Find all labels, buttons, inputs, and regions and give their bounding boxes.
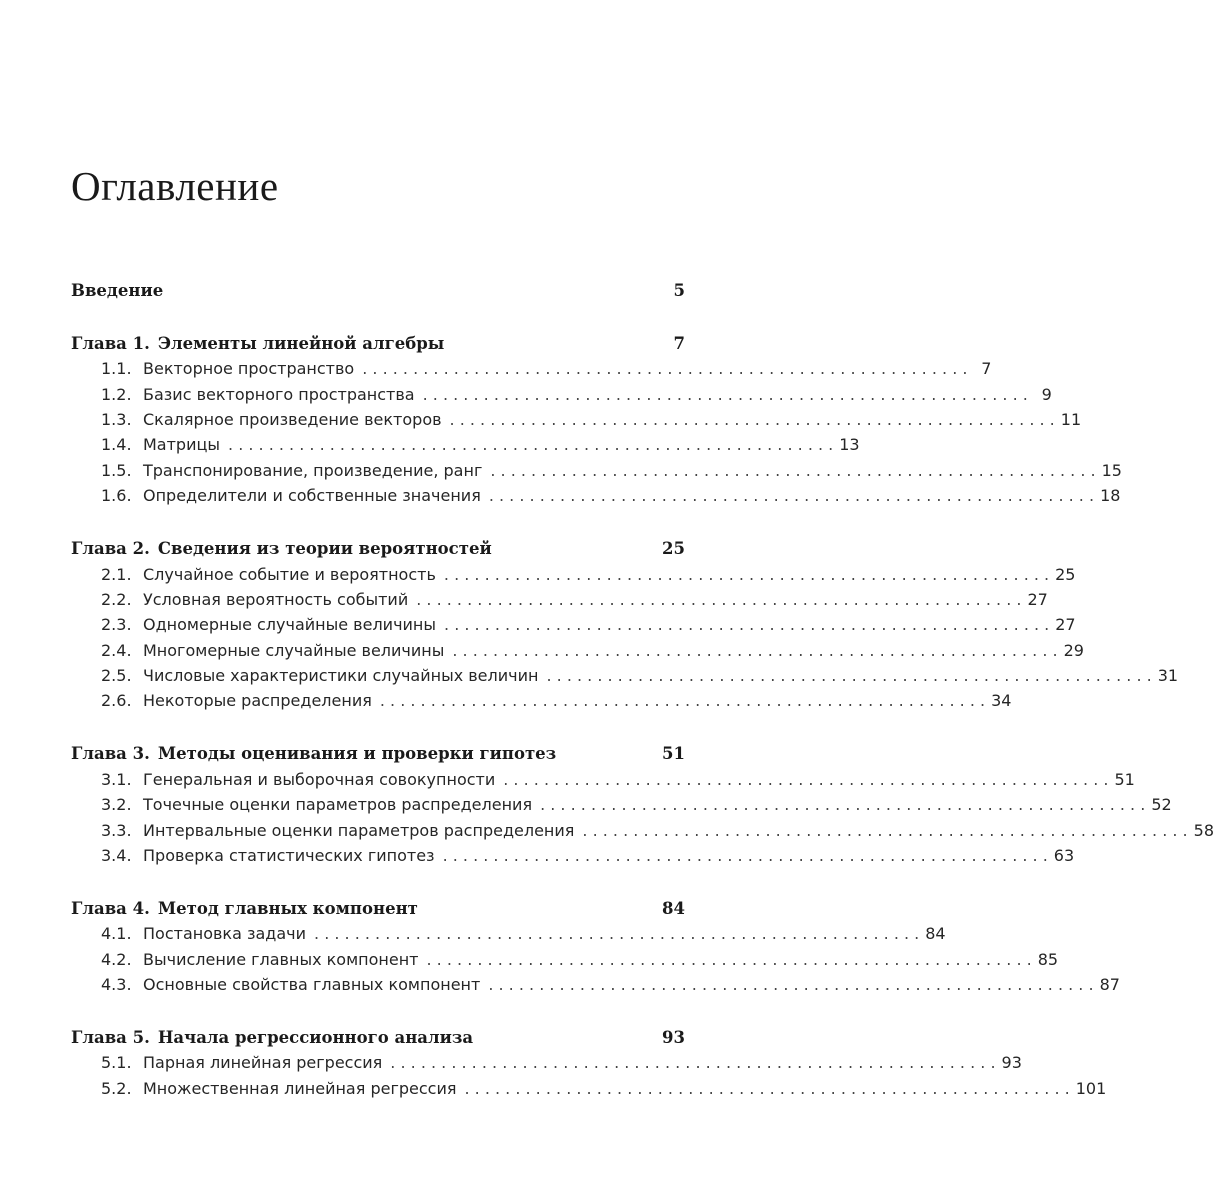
section-title: Базис векторного пространства <box>143 384 415 404</box>
section-page-number: 9 <box>1041 384 1052 404</box>
section-number: 3.2. <box>101 795 132 815</box>
section-number: 4.1. <box>101 924 132 944</box>
section-number: 1.3. <box>101 410 132 430</box>
section-number: 2.5. <box>101 666 132 686</box>
dot-leader: . . . . . . . . . . . . . . . . . . . . . . . . . . . . . . . . . . . . . . . . . . . . . . . . . . . . . . . . . . . . <box>464 1078 1070 1098</box>
chapter-title: Элементы линейной алгебры <box>157 333 445 353</box>
toc-section-entry[interactable] <box>71 1050 1022 1075</box>
chapter-title: Начала регрессионного анализа <box>157 1027 474 1047</box>
chapter-page-number: 25 <box>662 539 685 559</box>
intro-title: Введение <box>71 281 164 300</box>
section-title: Матрицы <box>143 435 221 455</box>
dot-leader: . . . . . . . . . . . . . . . . . . . . . . . . . . . . . . . . . . . . . . . . . . . . . . . . . . . . . . . . . . . . <box>490 460 1096 480</box>
chapter-page-number: 93 <box>662 1027 685 1047</box>
toc-section-entry[interactable] <box>71 972 1120 997</box>
section-page-number: 34 <box>991 691 1012 711</box>
section-title: Одномерные случайные величины <box>143 615 437 635</box>
chapter-label: Глава 4. <box>71 898 150 918</box>
chapter-page-number: 7 <box>673 333 685 353</box>
section-number: 5.1. <box>101 1053 132 1073</box>
section-number: 2.3. <box>101 615 132 635</box>
chapter-page-number: 51 <box>662 744 685 764</box>
section-page-number: 7 <box>981 359 992 379</box>
dot-leader: . . . . . . . . . . . . . . . . . . . . . . . . . . . . . . . . . . . . . . . . . . . . . . . . . . . . . . . . . . . . <box>582 820 1188 840</box>
section-page-number: 52 <box>1151 795 1172 815</box>
toc-section-entry[interactable] <box>71 356 992 381</box>
chapter-label: Глава 2. <box>71 539 150 559</box>
toc-section-entry[interactable] <box>71 1076 1107 1101</box>
dot-leader: . . . . . . . . . . . . . . . . . . . . . . . . . . . . . . . . . . . . . . . . . . . . . . . . . . . . . . . . . . . . <box>442 845 1048 865</box>
chapter-title: Методы оценивания и проверки гипотез <box>157 744 557 764</box>
section-page-number: 84 <box>925 924 946 944</box>
section-page-number: 15 <box>1101 460 1122 480</box>
section-number: 5.2. <box>101 1078 132 1098</box>
toc-section-entry[interactable] <box>71 663 1179 688</box>
section-page-number: 31 <box>1157 666 1179 686</box>
dot-leader: . . . . . . . . . . . . . . . . . . . . . . . . . . . . . . . . . . . . . . . . . . . . . . . . . . . . . . . . . . . . <box>444 615 1050 635</box>
section-number: 2.2. <box>101 589 132 609</box>
dot-leader: . . . . . . . . . . . . . . . . . . . . . . . . . . . . . . . . . . . . . . . . . . . . . . . . . . . . . . . . . . . . <box>416 589 1022 609</box>
section-page-number: 93 <box>1001 1053 1022 1073</box>
section-number: 2.4. <box>101 640 132 660</box>
section-number: 3.1. <box>101 769 132 789</box>
toc-section-entry[interactable] <box>71 458 1122 483</box>
toc-section-entry[interactable] <box>71 612 1076 637</box>
dot-leader: . . . . . . . . . . . . . . . . . . . . . . . . . . . . . . . . . . . . . . . . . . . . . . . . . . . . . . . . . . . . <box>546 666 1152 686</box>
section-number: 1.6. <box>101 486 132 506</box>
section-title: Транспонирование, произведение, ранг <box>143 460 483 480</box>
dot-leader: . . . . . . . . . . . . . . . . . . . . . . . . . . . . . . . . . . . . . . . . . . . . . . . . . . . . . . . . . . . . <box>443 564 1050 584</box>
section-page-number: 13 <box>839 435 860 455</box>
section-number: 1.4. <box>101 435 132 455</box>
section-title: Генеральная и выборочная совокупности <box>143 769 496 789</box>
section-title: Многомерные случайные величины <box>143 640 445 660</box>
toc-section-entry[interactable] <box>71 382 1052 407</box>
section-title: Скалярное произведение векторов <box>143 410 442 430</box>
dot-leader: . . . . . . . . . . . . . . . . . . . . . . . . . . . . . . . . . . . . . . . . . . . . . . . . . . . . . . . . . . . . <box>314 924 920 944</box>
chapter-page-number: 84 <box>662 898 685 918</box>
section-title: Интервальные оценки параметров распределения <box>143 820 575 840</box>
dot-leader: . . . . . . . . . . . . . . . . . . . . . . . . . . . . . . . . . . . . . . . . . . . . . . . . . . . . . . . . . . . . <box>228 435 834 455</box>
dot-leader: . . . . . . . . . . . . . . . . . . . . . . . . . . . . . . . . . . . . . . . . . . . . . . . . . . . . . . . . . . . . <box>379 691 986 711</box>
table-of-contents <box>71 278 1214 1101</box>
section-page-number: 11 <box>1060 410 1082 430</box>
section-title: Множественная линейная регрессия <box>143 1078 457 1098</box>
section-title: Некоторые распределения <box>143 691 372 711</box>
section-title: Парная линейная регрессия <box>143 1053 383 1073</box>
toc-section-entry[interactable] <box>71 638 1084 663</box>
section-number: 2.6. <box>101 691 132 711</box>
toc-chapter-entry[interactable] <box>71 896 685 921</box>
section-page-number: 58 <box>1193 820 1214 840</box>
section-page-number: 25 <box>1055 564 1076 584</box>
section-page-number: 101 <box>1075 1078 1107 1098</box>
toc-chapter-entry[interactable] <box>71 536 685 561</box>
section-title: Определители и собственные значения <box>143 486 481 506</box>
section-number: 1.2. <box>101 384 132 404</box>
chapter-label: Глава 3. <box>71 744 150 764</box>
dot-leader: . . . . . . . . . . . . . . . . . . . . . . . . . . . . . . . . . . . . . . . . . . . . . . . . . . . . . . . . . . . . <box>426 949 1032 969</box>
section-number: 1.5. <box>101 460 132 480</box>
section-page-number: 85 <box>1037 949 1059 969</box>
toc-section-entry[interactable] <box>71 407 1082 432</box>
section-page-number: 27 <box>1055 615 1076 635</box>
dot-leader: . . . . . . . . . . . . . . . . . . . . . . . . . . . . . . . . . . . . . . . . . . . . . . . . . . . . . . . . . . . . <box>488 974 1094 994</box>
chapter-label: Глава 1. <box>71 333 150 353</box>
section-page-number: 18 <box>1100 486 1121 506</box>
chapter-label: Глава 5. <box>71 1027 150 1047</box>
section-title: Проверка статистических гипотез <box>143 845 435 865</box>
toc-section-entry[interactable] <box>71 562 1076 587</box>
section-title: Основные свойства главных компонент <box>143 974 481 994</box>
section-page-number: 51 <box>1114 769 1135 789</box>
section-page-number: 29 <box>1063 640 1084 660</box>
section-title: Случайное событие и вероятность <box>143 564 436 584</box>
dot-leader: . . . . . . . . . . . . . . . . . . . . . . . . . . . . . . . . . . . . . . . . . . . . . . . . . . . . . . . . . . . . <box>422 384 1028 404</box>
dot-leader: . . . . . . . . . . . . . . . . . . . . . . . . . . . . . . . . . . . . . . . . . . . . . . . . . . . . . . . . . . . . <box>390 1053 996 1073</box>
section-page-number: 63 <box>1053 845 1075 865</box>
toc-section-entry[interactable] <box>71 921 946 946</box>
section-title: Условная вероятность событий <box>143 589 409 609</box>
dot-leader: . . . . . . . . . . . . . . . . . . . . . . . . . . . . . . . . . . . . . . . . . . . . . . . . . . . . . . . . . . . . <box>449 410 1055 430</box>
toc-section-entry[interactable] <box>71 483 1121 508</box>
dot-leader: . . . . . . . . . . . . . . . . . . . . . . . . . . . . . . . . . . . . . . . . . . . . . . . . . . . . . . . . . . . . <box>488 486 1095 506</box>
toc-section-entry[interactable] <box>71 843 1075 868</box>
dot-leader: . . . . . . . . . . . . . . . . . . . . . . . . . . . . . . . . . . . . . . . . . . . . . . . . . . . . . . . . . . . . <box>540 795 1146 815</box>
toc-section-entry[interactable] <box>71 767 1135 792</box>
toc-section-entry[interactable] <box>71 792 1172 817</box>
toc-section-entry[interactable] <box>71 587 1048 612</box>
dot-leader: . . . . . . . . . . . . . . . . . . . . . . . . . . . . . . . . . . . . . . . . . . . . . . . . . . . . . . . . . . . . <box>503 769 1109 789</box>
dot-leader: . . . . . . . . . . . . . . . . . . . . . . . . . . . . . . . . . . . . . . . . . . . . . . . . . . . . . . . . . . . . <box>362 359 968 379</box>
page-title: Оглавление <box>71 163 279 209</box>
toc-section-entry[interactable] <box>71 947 1059 972</box>
section-number: 1.1. <box>101 359 132 379</box>
section-number: 4.2. <box>101 949 132 969</box>
dot-leader: . . . . . . . . . . . . . . . . . . . . . . . . . . . . . . . . . . . . . . . . . . . . . . . . . . . . . . . . . . . . <box>452 640 1058 660</box>
toc-section-entry[interactable] <box>71 688 1012 713</box>
section-number: 3.4. <box>101 845 132 865</box>
toc-chapter-entry[interactable] <box>71 741 685 766</box>
toc-chapter-entry[interactable] <box>71 1025 685 1050</box>
section-number: 3.3. <box>101 820 132 840</box>
intro-page-number: 5 <box>673 281 685 300</box>
section-number: 4.3. <box>101 974 132 994</box>
section-title: Постановка задачи <box>143 924 307 944</box>
toc-chapter-entry[interactable] <box>71 331 685 356</box>
section-title: Вычисление главных компонент <box>143 949 419 969</box>
chapter-title: Метод главных компонент <box>157 898 418 918</box>
toc-intro-entry[interactable] <box>71 278 685 303</box>
section-number: 2.1. <box>101 564 132 584</box>
chapter-title: Сведения из теории вероятностей <box>157 539 492 559</box>
toc-section-entry[interactable] <box>71 818 1214 843</box>
section-page-number: 27 <box>1027 589 1048 609</box>
section-page-number: 87 <box>1099 974 1120 994</box>
section-title: Векторное пространство <box>143 359 355 379</box>
section-title: Точечные оценки параметров распределения <box>143 795 533 815</box>
section-title: Числовые характеристики случайных величин <box>143 666 539 686</box>
toc-section-entry[interactable] <box>71 432 860 457</box>
